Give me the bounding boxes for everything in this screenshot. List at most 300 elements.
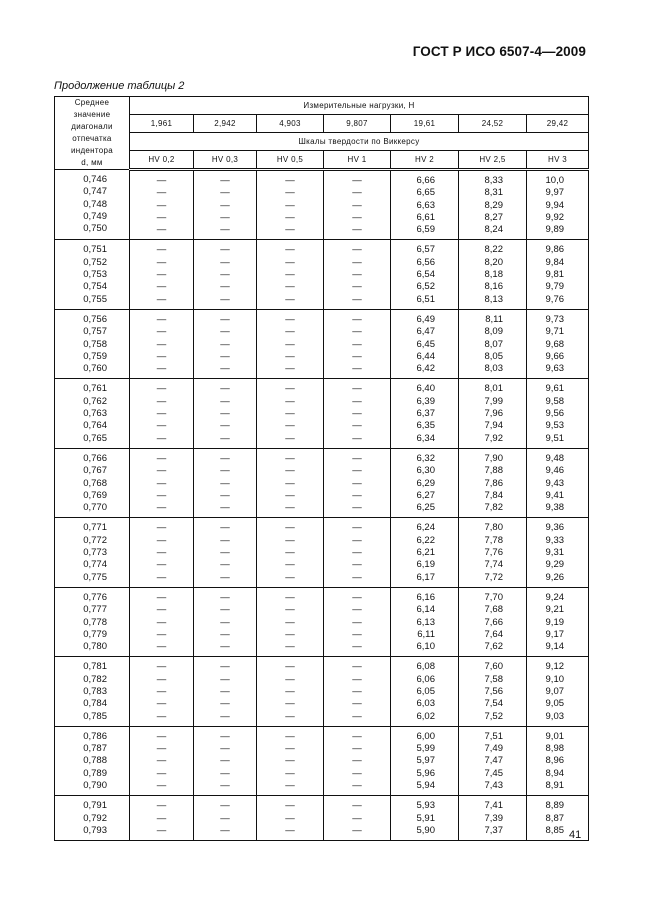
dash-value: — — [352, 547, 362, 559]
dash-value: — — [156, 452, 167, 464]
hv3-value: 8,87 — [545, 812, 565, 824]
dash-value: — — [156, 363, 167, 375]
empty-value-cell — [324, 726, 391, 795]
hv25-value: 7,51 — [484, 730, 503, 742]
dash-value: — — [156, 755, 167, 767]
dash-value: — — [352, 780, 362, 792]
dash-value: — — [220, 338, 230, 350]
d-value: 0,752 — [83, 256, 107, 268]
dash-value: — — [285, 420, 295, 432]
hv2-value: 6,40 — [416, 383, 435, 395]
dash-value: — — [285, 465, 295, 477]
dash-value: — — [285, 211, 295, 223]
dash-value: — — [285, 616, 295, 628]
dash-value: — — [220, 256, 230, 268]
dash-value: — — [285, 824, 295, 836]
dash-value: — — [352, 591, 362, 603]
hv2-value: 6,47 — [416, 326, 435, 338]
empty-value-cell — [130, 726, 194, 795]
hv25-value: 7,76 — [484, 547, 503, 559]
dash-value: — — [156, 502, 167, 514]
hv2-value: 6,00 — [416, 730, 435, 742]
dash-value: — — [156, 591, 167, 603]
dash-value: — — [220, 477, 230, 489]
dash-value: — — [156, 432, 167, 444]
hv2-value: 6,06 — [416, 673, 435, 685]
dash-value: — — [220, 547, 230, 559]
hv2-cell — [391, 726, 459, 795]
dash-value: — — [156, 698, 167, 710]
d-value: 0,747 — [83, 186, 107, 198]
dash-value: — — [352, 755, 362, 767]
hv2-value: 6,17 — [416, 571, 435, 583]
hv25-value: 8,01 — [484, 383, 503, 395]
d-cell — [55, 379, 130, 448]
dash-value: — — [352, 824, 362, 836]
hv3-value: 9,17 — [545, 628, 565, 640]
dash-value: — — [352, 281, 362, 293]
d-value: 0,750 — [83, 223, 107, 235]
hv25-cell — [459, 170, 527, 240]
hv2-value: 6,44 — [416, 350, 435, 362]
hv2-value: 6,42 — [416, 363, 435, 375]
dash-value: — — [285, 534, 295, 546]
load-cell: 9,807 — [324, 115, 391, 133]
hv25-value: 7,99 — [484, 395, 503, 407]
dash-value: — — [220, 780, 230, 792]
hv3-value: 9,24 — [545, 591, 565, 603]
d-value: 0,776 — [83, 591, 107, 603]
hv25-value: 8,31 — [484, 187, 503, 199]
dash-value: — — [352, 477, 362, 489]
hv25-value: 7,45 — [484, 767, 503, 779]
dash-value: — — [285, 293, 295, 305]
dash-value: — — [220, 571, 230, 583]
d-value: 0,756 — [83, 313, 107, 325]
dash-value: — — [352, 800, 362, 812]
d-value: 0,753 — [83, 269, 107, 281]
dash-value: — — [156, 350, 167, 362]
empty-value-cell — [324, 796, 391, 841]
dash-value: — — [220, 591, 230, 603]
dash-value: — — [285, 710, 295, 722]
hv25-value: 7,60 — [484, 661, 503, 673]
empty-value-cell — [257, 587, 324, 656]
d-value: 0,760 — [83, 363, 107, 375]
d-cell — [55, 726, 130, 795]
hv3-value: 9,14 — [545, 641, 565, 653]
dash-value: — — [220, 199, 230, 211]
dash-value: — — [352, 571, 362, 583]
d-value: 0,771 — [83, 522, 107, 534]
hv2-value: 6,39 — [416, 395, 435, 407]
hv2-cell — [391, 587, 459, 656]
table-row-group — [55, 587, 589, 656]
d-value: 0,791 — [83, 800, 107, 812]
empty-value-cell — [130, 170, 194, 240]
hv3-value: 9,51 — [545, 432, 565, 444]
dash-value: — — [285, 256, 295, 268]
hv2-value: 6,49 — [416, 313, 435, 325]
scale-cell: HV 2 — [391, 151, 459, 170]
dash-value: — — [352, 673, 362, 685]
table-body — [55, 170, 589, 841]
scales-row — [55, 151, 589, 170]
hv3-value: 9,92 — [545, 211, 565, 223]
dash-value: — — [285, 383, 295, 395]
dash-value: — — [220, 408, 230, 420]
dash-value: — — [285, 547, 295, 559]
scale-cell: HV 2,5 — [459, 151, 527, 170]
dash-value: — — [156, 313, 167, 325]
table-row-group — [55, 518, 589, 587]
dash-value: — — [220, 281, 230, 293]
dash-value: — — [156, 743, 167, 755]
hv3-value: 9,29 — [545, 559, 565, 571]
dash-value: — — [285, 281, 295, 293]
empty-value-cell — [324, 240, 391, 309]
dash-value: — — [285, 363, 295, 375]
hv2-value: 6,35 — [416, 420, 435, 432]
hv2-value: 6,65 — [416, 187, 435, 199]
empty-value-cell — [130, 657, 194, 726]
empty-value-cell — [194, 518, 257, 587]
d-value: 0,777 — [83, 604, 107, 616]
hv25-value: 8,03 — [484, 363, 503, 375]
row-header-line: отпечатка — [72, 134, 112, 143]
hv3-value: 9,05 — [545, 698, 565, 710]
hv3-value: 9,79 — [545, 281, 565, 293]
dash-value: — — [220, 489, 230, 501]
dash-value: — — [285, 244, 295, 256]
dash-value: — — [285, 743, 295, 755]
hv2-cell — [391, 379, 459, 448]
hv25-value: 7,41 — [484, 800, 503, 812]
hv25-value: 7,62 — [484, 641, 503, 653]
dash-value: — — [285, 628, 295, 640]
empty-value-cell — [194, 448, 257, 517]
d-value: 0,763 — [83, 408, 107, 420]
empty-value-cell — [257, 309, 324, 378]
scale-cell: HV 0,3 — [194, 151, 257, 170]
dash-value: — — [220, 767, 230, 779]
dash-value: — — [220, 465, 230, 477]
hv3-cell — [527, 587, 589, 656]
hv3-value: 9,94 — [545, 199, 565, 211]
scale-cell: HV 0,2 — [130, 151, 194, 170]
hv2-cell — [391, 796, 459, 841]
dash-value: — — [352, 313, 362, 325]
dash-value: — — [352, 363, 362, 375]
empty-value-cell — [194, 170, 257, 240]
dash-value: — — [285, 812, 295, 824]
hv2-value: 6,13 — [416, 616, 435, 628]
hv3-value: 9,97 — [545, 187, 565, 199]
d-value: 0,773 — [83, 547, 107, 559]
empty-value-cell — [194, 726, 257, 795]
dash-value: — — [156, 175, 167, 186]
hv3-value: 8,85 — [545, 824, 565, 836]
dash-value: — — [285, 800, 295, 812]
dash-value: — — [156, 199, 167, 211]
dash-value: — — [156, 571, 167, 583]
dash-value: — — [352, 211, 362, 223]
d-value: 0,788 — [83, 755, 107, 767]
hv3-value: 8,96 — [545, 755, 565, 767]
hv3-value: 9,48 — [545, 452, 565, 464]
dash-value: — — [285, 432, 295, 444]
d-value: 0,759 — [83, 350, 107, 362]
dash-value: — — [352, 698, 362, 710]
dash-value: — — [156, 408, 167, 420]
dash-value: — — [156, 730, 167, 742]
dash-value: — — [220, 293, 230, 305]
dash-value: — — [156, 800, 167, 812]
dash-value: — — [220, 224, 230, 236]
d-value: 0,781 — [83, 661, 107, 673]
dash-value: — — [156, 383, 167, 395]
scales-title: Шкалы твердости по Виккерсу — [130, 133, 589, 151]
hv25-value: 7,52 — [484, 710, 503, 722]
empty-value-cell — [324, 170, 391, 240]
d-value: 0,780 — [83, 641, 107, 653]
dash-value: — — [285, 489, 295, 501]
hv3-value: 9,38 — [545, 502, 565, 514]
dash-value: — — [220, 812, 230, 824]
dash-value: — — [352, 452, 362, 464]
hv2-value: 6,11 — [417, 628, 435, 640]
dash-value: — — [156, 673, 167, 685]
hv2-value: 6,10 — [416, 641, 435, 653]
table-row-group — [55, 657, 589, 726]
dash-value: — — [285, 338, 295, 350]
dash-value: — — [352, 395, 362, 407]
loads-row — [55, 115, 589, 133]
hv25-value: 7,94 — [484, 420, 503, 432]
dash-value: — — [285, 673, 295, 685]
hv3-value: 9,68 — [545, 338, 565, 350]
hv3-value: 9,36 — [545, 522, 565, 534]
hv3-value: 9,76 — [545, 293, 565, 305]
hv2-value: 6,57 — [416, 244, 435, 256]
hv25-value: 7,72 — [484, 571, 503, 583]
hv25-value: 7,58 — [484, 673, 503, 685]
dash-value: — — [156, 812, 167, 824]
hv2-value: 6,27 — [416, 489, 435, 501]
dash-value: — — [156, 547, 167, 559]
hv3-value: 9,61 — [545, 383, 565, 395]
hv2-value: 6,45 — [416, 338, 435, 350]
row-header-line: диагонали — [71, 122, 113, 131]
hv2-cell — [391, 518, 459, 587]
d-value: 0,761 — [83, 383, 107, 395]
d-value: 0,758 — [83, 338, 107, 350]
d-cell — [55, 240, 130, 309]
dash-value: — — [220, 730, 230, 742]
dash-value: — — [285, 326, 295, 338]
hv3-value: 9,12 — [545, 661, 565, 673]
hv3-cell — [527, 240, 589, 309]
d-value: 0,792 — [83, 812, 107, 824]
dash-value: — — [156, 395, 167, 407]
hv25-value: 7,47 — [484, 755, 503, 767]
table-row-group — [55, 379, 589, 448]
hv2-value: 6,02 — [416, 710, 435, 722]
load-cell: 19,61 — [391, 115, 459, 133]
dash-value: — — [285, 187, 295, 199]
empty-value-cell — [130, 796, 194, 841]
table-row-group — [55, 448, 589, 517]
empty-value-cell — [130, 518, 194, 587]
dash-value: — — [352, 244, 362, 256]
hv2-value: 6,16 — [416, 591, 435, 603]
hv3-value: 9,66 — [545, 350, 565, 362]
dash-value: — — [285, 477, 295, 489]
hv3-value: 9,86 — [545, 244, 565, 256]
dash-value: — — [352, 502, 362, 514]
dash-value: — — [220, 326, 230, 338]
d-value: 0,748 — [83, 198, 107, 210]
d-value: 0,746 — [83, 174, 107, 185]
empty-value-cell — [257, 240, 324, 309]
d-value: 0,789 — [83, 767, 107, 779]
dash-value: — — [220, 502, 230, 514]
hv3-value: 9,56 — [545, 408, 565, 420]
hv2-value: 5,93 — [416, 800, 435, 812]
hv2-value: 6,51 — [416, 293, 435, 305]
d-value: 0,774 — [83, 559, 107, 571]
dash-value: — — [352, 628, 362, 640]
d-value: 0,754 — [83, 281, 107, 293]
dash-value: — — [352, 812, 362, 824]
dash-value: — — [220, 641, 230, 653]
dash-value: — — [156, 256, 167, 268]
hv3-value: 8,98 — [545, 743, 565, 755]
empty-value-cell — [194, 796, 257, 841]
dash-value: — — [285, 313, 295, 325]
hv25-cell — [459, 657, 527, 726]
dash-value: — — [220, 604, 230, 616]
dash-value: — — [156, 420, 167, 432]
hv25-cell — [459, 518, 527, 587]
empty-value-cell — [324, 657, 391, 726]
empty-value-cell — [130, 448, 194, 517]
d-value: 0,755 — [83, 293, 107, 305]
dash-value: — — [220, 395, 230, 407]
dash-value: — — [352, 293, 362, 305]
hv25-value: 8,07 — [484, 338, 503, 350]
hv3-value: 9,58 — [545, 395, 565, 407]
hv3-value: 9,19 — [545, 616, 565, 628]
d-value: 0,751 — [83, 244, 107, 256]
hv2-value: 6,52 — [416, 281, 435, 293]
dash-value: — — [156, 489, 167, 501]
d-value: 0,772 — [83, 534, 107, 546]
dash-value: — — [220, 824, 230, 836]
dash-value: — — [156, 641, 167, 653]
dash-value: — — [285, 522, 295, 534]
empty-value-cell — [324, 379, 391, 448]
hv3-value: 9,41 — [545, 489, 565, 501]
dash-value: — — [352, 616, 362, 628]
hv25-value: 8,24 — [484, 224, 503, 236]
dash-value: — — [352, 408, 362, 420]
hv2-value: 6,14 — [416, 604, 435, 616]
hv3-value: 9,53 — [545, 420, 565, 432]
hv3-value: 10,0 — [545, 175, 565, 186]
empty-value-cell — [257, 726, 324, 795]
hv25-cell — [459, 240, 527, 309]
dash-value: — — [285, 452, 295, 464]
hv3-value: 8,89 — [545, 800, 565, 812]
scale-cell: HV 0,5 — [257, 151, 324, 170]
hv3-value: 9,10 — [545, 673, 565, 685]
hv25-value: 7,86 — [484, 477, 503, 489]
row-header-line: значение — [73, 110, 111, 119]
hv2-value: 6,32 — [416, 452, 435, 464]
hv25-cell — [459, 379, 527, 448]
dash-value: — — [352, 256, 362, 268]
hv2-value: 6,29 — [416, 477, 435, 489]
table-row-group — [55, 309, 589, 378]
dash-value: — — [352, 350, 362, 362]
hv2-value: 6,56 — [416, 256, 435, 268]
page-number: 41 — [569, 829, 582, 841]
hv3-value: 8,91 — [545, 780, 565, 792]
d-value: 0,783 — [83, 685, 107, 697]
dash-value: — — [220, 755, 230, 767]
hv2-value: 6,22 — [416, 534, 435, 546]
hv3-value: 9,26 — [545, 571, 565, 583]
dash-value: — — [352, 269, 362, 281]
dash-value: — — [156, 616, 167, 628]
dash-value: — — [220, 685, 230, 697]
hv25-value: 7,96 — [484, 408, 503, 420]
dash-value: — — [220, 363, 230, 375]
d-value: 0,770 — [83, 502, 107, 514]
hv25-value: 8,05 — [484, 350, 503, 362]
hv3-value: 9,71 — [545, 326, 565, 338]
hv25-value: 7,88 — [484, 465, 503, 477]
d-value: 0,784 — [83, 698, 107, 710]
d-value: 0,793 — [83, 824, 107, 836]
hv2-cell — [391, 170, 459, 240]
dash-value: — — [220, 350, 230, 362]
empty-value-cell — [257, 518, 324, 587]
hv3-value: 9,73 — [545, 313, 565, 325]
hv3-value: 8,94 — [545, 767, 565, 779]
hv3-cell — [527, 379, 589, 448]
hv2-value: 6,37 — [416, 408, 435, 420]
hv25-value: 7,56 — [484, 685, 503, 697]
dash-value: — — [220, 559, 230, 571]
dash-value: — — [220, 743, 230, 755]
dash-value: — — [352, 187, 362, 199]
dash-value: — — [285, 661, 295, 673]
hv25-value: 7,68 — [484, 604, 503, 616]
d-value: 0,782 — [83, 673, 107, 685]
dash-value: — — [352, 326, 362, 338]
dash-value: — — [220, 187, 230, 199]
hv25-value: 8,27 — [484, 211, 503, 223]
dash-value: — — [156, 293, 167, 305]
hv25-cell — [459, 448, 527, 517]
hv2-value: 6,19 — [416, 559, 435, 571]
dash-value: — — [156, 338, 167, 350]
hv3-cell — [527, 170, 589, 240]
dash-value: — — [156, 628, 167, 640]
table-row-group — [55, 796, 589, 841]
